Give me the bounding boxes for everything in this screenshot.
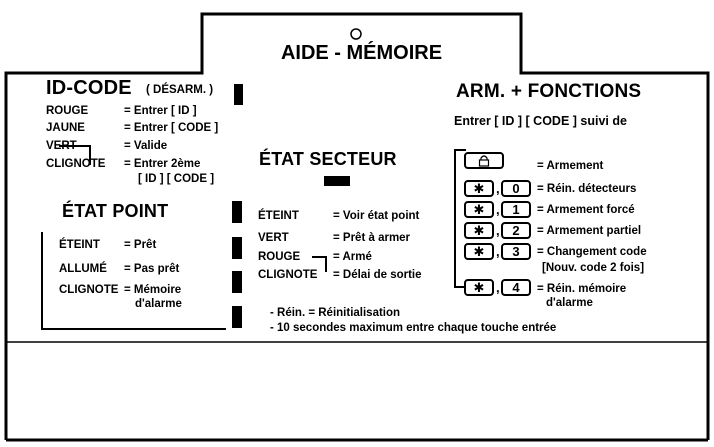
etat-secteur-value-3: = Délai de sortie bbox=[333, 269, 422, 281]
idcode-value-1: = Entrer [ CODE ] bbox=[124, 122, 219, 134]
star-key-3: ✱ bbox=[464, 222, 494, 239]
etat-secteur-heading: ÉTAT SECTEUR bbox=[259, 149, 397, 169]
led-indicator-point-1 bbox=[232, 201, 242, 223]
digit-key-2: 2 bbox=[501, 222, 531, 239]
etat-point-label-1: ALLUMÉ bbox=[59, 263, 107, 275]
idcode-heading: ID-CODE bbox=[46, 77, 132, 99]
idcode-continuation: [ ID ] [ CODE ] bbox=[138, 173, 215, 185]
led-indicator-point-2 bbox=[232, 237, 242, 259]
arm-func-extra-5: d'alarme bbox=[546, 297, 593, 309]
lock-key bbox=[464, 152, 504, 169]
star-key-4: ✱ bbox=[464, 243, 494, 260]
idcode-value-2: = Valide bbox=[124, 140, 168, 152]
arm-func-label-1: = Réin. détecteurs bbox=[537, 183, 637, 195]
etat-point-value-1: = Pas prêt bbox=[124, 263, 180, 275]
arm-func-label-0: = Armement bbox=[537, 160, 604, 172]
arm-heading: ARM. + FONCTIONS bbox=[456, 81, 642, 102]
star-key-5: ✱ bbox=[464, 279, 494, 296]
idcode-sub: ( DÉSARM. ) bbox=[146, 84, 214, 96]
led-indicator-point-3 bbox=[232, 271, 242, 293]
page-title: AIDE - MÉMOIRE bbox=[280, 42, 443, 64]
digit-key-0: 0 bbox=[501, 180, 531, 197]
star-key-2: ✱ bbox=[464, 201, 494, 218]
idcode-label-0: ROUGE bbox=[46, 105, 89, 117]
etat-point-label-0: ÉTEINT bbox=[59, 239, 100, 251]
idcode-label-3: CLIGNOTE bbox=[46, 158, 106, 170]
etat-secteur-value-2: = Armé bbox=[333, 251, 372, 263]
etat-secteur-value-0: = Voir état point bbox=[333, 210, 420, 222]
digit-key-3: 3 bbox=[501, 243, 531, 260]
idcode-value-3: = Entrer 2ème bbox=[124, 158, 201, 170]
etat-secteur-label-2: ROUGE bbox=[258, 251, 301, 263]
star-key-1: ✱ bbox=[464, 180, 494, 197]
etat-point-heading: ÉTAT POINT bbox=[62, 201, 169, 221]
arm-func-label-3: = Armement partiel bbox=[537, 225, 642, 237]
etat-secteur-label-1: VERT bbox=[258, 232, 289, 244]
idcode-label-2: VERT bbox=[46, 140, 77, 152]
digit-key-1: 1 bbox=[501, 201, 531, 218]
etat-secteur-label-0: ÉTEINT bbox=[258, 210, 299, 222]
note-0: - Réin. = Réinitialisation bbox=[270, 307, 401, 319]
arm-func-label-2: = Armement forcé bbox=[537, 204, 635, 216]
arm-func-label-4: = Changement code bbox=[537, 246, 647, 258]
hang-hole-icon bbox=[351, 29, 361, 39]
digit-key-4: 4 bbox=[501, 279, 531, 296]
note-1: - 10 secondes maximum entre chaque touche entrée bbox=[270, 322, 557, 334]
arm-func-label-5: = Réin. mémoire bbox=[537, 283, 627, 295]
etat-secteur-label-3: CLIGNOTE bbox=[258, 269, 318, 281]
led-indicator-idcode bbox=[234, 84, 243, 105]
etat-point-value-2: = Mémoire bbox=[124, 284, 182, 296]
lock-icon bbox=[466, 154, 502, 167]
etat-point-value-0: = Prêt bbox=[124, 239, 157, 251]
arm-func-extra-4: [Nouv. code 2 fois] bbox=[542, 262, 645, 274]
idcode-label-1: JAUNE bbox=[46, 122, 85, 134]
led-indicator-secteur bbox=[324, 176, 350, 186]
idcode-value-0: = Entrer [ ID ] bbox=[124, 105, 197, 117]
arm-intro: Entrer [ ID ] [ CODE ] suivi de bbox=[454, 114, 627, 128]
arm-bracket bbox=[455, 150, 466, 287]
etat-point-continuation: d'alarme bbox=[135, 298, 182, 310]
etat-point-label-2: CLIGNOTE bbox=[59, 284, 119, 296]
led-indicator-point-4 bbox=[232, 306, 242, 328]
etat-secteur-value-1: = Prêt à armer bbox=[333, 232, 411, 244]
